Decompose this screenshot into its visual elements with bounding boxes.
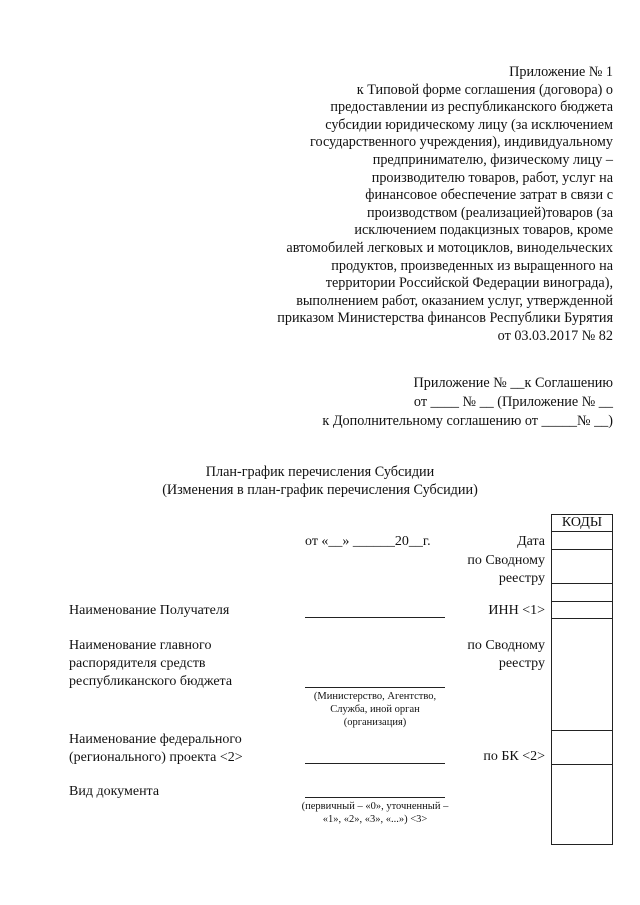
appendix-line: субсидии юридическому лицу (за исключением xyxy=(325,116,613,133)
doc-type-note: (первичный – «0», уточненный – «1», «2», «3», «...») <3> xyxy=(301,801,449,825)
date-field[interactable]: от «__» ______20__г. xyxy=(305,534,431,549)
appendix-line: исключением подакцизных товаров, кроме xyxy=(354,222,613,239)
appendix-line: производством (реализацией)товаров (за xyxy=(367,204,613,221)
code-cell-divider xyxy=(551,583,613,584)
doc-type-input-line[interactable] xyxy=(305,797,445,798)
main-admin-input-line[interactable] xyxy=(305,687,445,688)
project-input-line[interactable] xyxy=(305,763,445,764)
code-cell-divider xyxy=(551,730,613,731)
codes-header: КОДЫ xyxy=(551,514,613,532)
appendix-line: приказом Министерства финансов Республики Бурятия xyxy=(277,310,613,327)
code-cell-divider xyxy=(551,764,613,765)
appendix-line: предпринимателю, физическому лицу – xyxy=(372,151,613,168)
inn-label: ИНН <1> xyxy=(488,603,545,618)
document-subtitle: (Изменения в план-график перечисления Субсидии) xyxy=(162,482,478,498)
agreement-line: Приложение № __к Соглашению xyxy=(413,375,613,391)
appendix-line: государственного учреждения), индивидуальному xyxy=(310,134,613,151)
main-admin-note: (Министерство, Агентство, Служба, иной орган (организация) xyxy=(313,691,437,728)
recipient-label: Наименование Получателя xyxy=(69,603,230,618)
project-label: Наименование федерального (регионального) проекта <2> xyxy=(69,732,243,765)
code-cell-divider xyxy=(551,601,613,602)
agreement-reference xyxy=(253,374,613,431)
appendix-line: производителю товаров, работ, услуг на xyxy=(371,169,613,186)
appendix-line: от 03.03.2017 № 82 xyxy=(497,327,613,344)
appendix-line: территории Российской Федерации винограда), xyxy=(325,275,613,292)
date-label: Дата xyxy=(517,534,545,549)
appendix-line: автомобилей легковых и мотоциклов, винодельческих xyxy=(286,239,613,256)
code-cell-divider xyxy=(551,549,613,550)
appendix-line: Приложение № 1 xyxy=(509,64,613,80)
codes-column xyxy=(551,514,613,845)
code-cell-divider xyxy=(551,618,613,619)
registry-label: по Сводному реестру xyxy=(467,638,545,671)
recipient-input-line[interactable] xyxy=(305,617,445,618)
main-admin-label: Наименование главного распорядителя средств республиканского бюджета xyxy=(69,638,233,689)
appendix-line: финансовое обеспечение затрат в связи с xyxy=(365,187,613,204)
registry-label: по Сводному реестру xyxy=(467,553,545,586)
appendix-line: к Типовой форме соглашения (договора) о xyxy=(356,81,613,98)
appendix-header xyxy=(253,64,613,346)
appendix-line: продуктов, произведенных из выращенного на xyxy=(331,257,613,274)
document-title: План-график перечисления Субсидии xyxy=(205,464,435,480)
agreement-line: к Дополнительному соглашению от _____№ __) xyxy=(322,413,613,429)
appendix-line: выполнением работ, оказанием услуг, утвержденной xyxy=(296,292,613,309)
agreement-line: от ____ № __ (Приложение № __ xyxy=(413,394,613,410)
appendix-line: предоставлении из республиканского бюджета xyxy=(330,99,613,116)
bk-label: по БК <2> xyxy=(483,749,545,764)
doc-type-label: Вид документа xyxy=(69,784,160,799)
